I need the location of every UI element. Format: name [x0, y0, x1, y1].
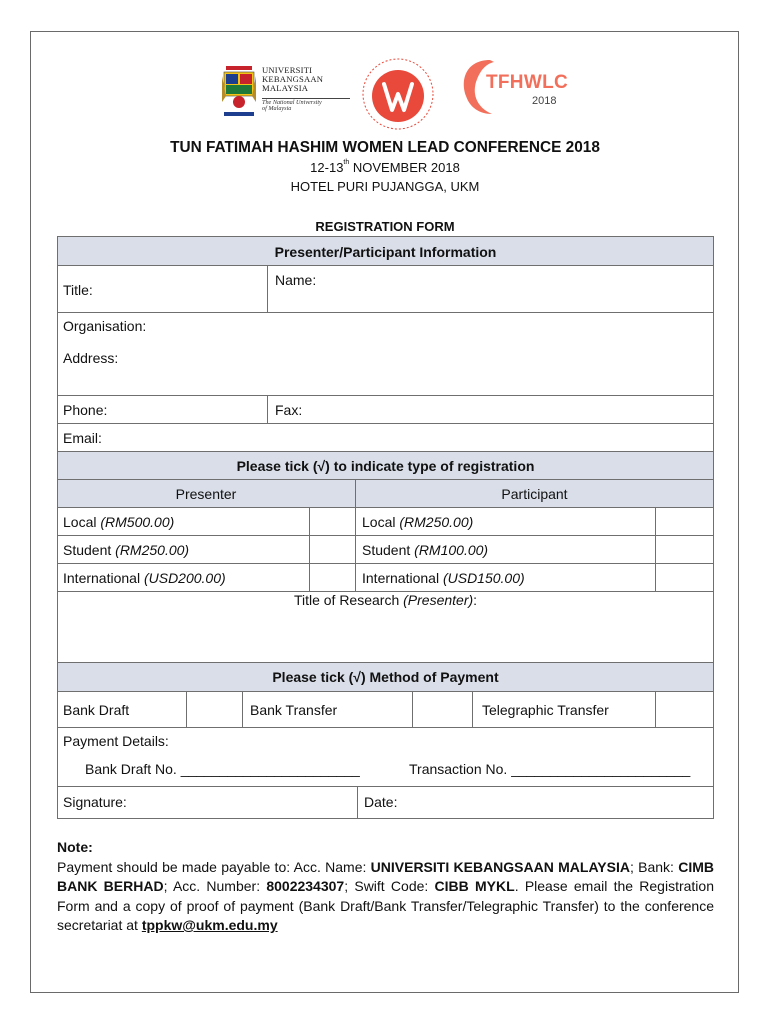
secretariat-email-link[interactable]: tppkw@ukm.edu.my: [141, 917, 278, 933]
payment-heading: Please tick (√) Method of Payment: [272, 669, 499, 685]
tfhwlc-year: 2018: [532, 95, 557, 107]
participant-student-checkbox[interactable]: [656, 536, 713, 563]
rule: [57, 423, 714, 424]
participant-local-checkbox[interactable]: [656, 508, 713, 535]
rule: [57, 265, 714, 266]
participant-student-label: Student (RM100.00): [362, 542, 489, 558]
rule: [57, 727, 714, 728]
presenter-local-label: Local (RM500.00): [63, 514, 175, 530]
rule: [57, 479, 714, 480]
address-field-label: Address:: [63, 350, 119, 366]
rule: [57, 535, 714, 536]
rule: [267, 395, 268, 424]
registration-heading: Please tick (√) to indicate type of registration: [236, 458, 535, 474]
rule: [57, 395, 714, 396]
telegraphic-transfer-label: Telegraphic Transfer: [482, 702, 609, 718]
date-label: Date:: [364, 794, 398, 810]
title-field-label: Title:: [63, 282, 93, 298]
research-title-label: Title of Research (Presenter):: [293, 592, 478, 608]
conference-title: TUN FATIMAH HASHIM WOMEN LEAD CONFERENCE 2018: [170, 139, 600, 156]
tfhwlc-logo: [456, 56, 566, 118]
bank-transfer-checkbox[interactable]: [413, 692, 472, 727]
participant-header: Participant: [501, 486, 568, 502]
rule: [57, 563, 714, 564]
women-lead-logo: [360, 56, 436, 132]
email-field-label: Email:: [63, 430, 102, 446]
rule: [472, 691, 473, 728]
phone-field-label: Phone:: [63, 402, 108, 418]
bank-draft-number-field[interactable]: Bank Draft No. _______________________: [85, 761, 360, 777]
presenter-header: Presenter: [175, 486, 237, 502]
tfhwlc-wordmark: TFHWLC: [486, 72, 568, 93]
payment-note: Note: Payment should be made payable to: Acc. Name: UNIVERSITI KEBANGSAAN MALAYSIA; Bank: CIMB BANK BERHAD; Acc. Number: 8002234307; Swift Code: CIBB MYKL. Please email the Registration Form and a copy of proof of payment (Bank Draft/Bank Transfer/Telegraphic Transfer) to the conference secretariat at tppkw@ukm.edu.my: [57, 839, 714, 933]
form-title: REGISTRATION FORM: [315, 219, 455, 234]
telegraphic-transfer-checkbox[interactable]: [656, 692, 713, 727]
info-heading: Presenter/Participant Information: [274, 244, 497, 260]
rule: [267, 265, 268, 313]
participant-international-label: International (USD150.00): [362, 570, 525, 586]
payment-details-label: Payment Details:: [63, 733, 169, 749]
rule: [57, 662, 714, 663]
signature-label: Signature:: [63, 794, 127, 810]
conference-date: 12-13th NOVEMBER 2018: [310, 159, 460, 175]
ukm-crest-icon: [220, 62, 258, 122]
note-heading: Note:: [57, 839, 93, 855]
rule: [713, 236, 714, 819]
presenter-local-checkbox[interactable]: [310, 508, 355, 535]
rule: [357, 786, 358, 819]
rule: [57, 451, 714, 452]
bank-draft-checkbox[interactable]: [187, 692, 242, 727]
participant-local-label: Local (RM250.00): [362, 514, 474, 530]
conference-venue: HOTEL PURI PUJANGGA, UKM: [290, 179, 480, 194]
bank-draft-label: Bank Draft: [63, 702, 130, 718]
rule: [57, 691, 714, 692]
rule: [57, 507, 714, 508]
ukm-tagline: The National University of Malaysia: [262, 99, 322, 113]
rule: [57, 818, 714, 819]
presenter-student-label: Student (RM250.00): [63, 542, 190, 558]
rule: [242, 691, 243, 728]
name-field-label: Name:: [275, 272, 317, 288]
participant-international-checkbox[interactable]: [656, 564, 713, 591]
ukm-wordmark: UNIVERSITI KEBANGSAAN MALAYSIA: [262, 65, 324, 93]
presenter-international-label: International (USD200.00): [63, 570, 226, 586]
ukm-logo: [220, 62, 345, 124]
research-title-field[interactable]: [58, 612, 713, 661]
transaction-number-field[interactable]: Transaction No. _______________________: [409, 761, 691, 777]
rule: [57, 236, 714, 237]
rule: [57, 312, 714, 313]
organisation-field-label: Organisation:: [63, 318, 147, 334]
presenter-student-checkbox[interactable]: [310, 536, 355, 563]
bank-transfer-label: Bank Transfer: [250, 702, 338, 718]
fax-field-label: Fax:: [275, 402, 303, 418]
rule: [57, 236, 58, 819]
presenter-international-checkbox[interactable]: [310, 564, 355, 591]
rule: [57, 786, 714, 787]
